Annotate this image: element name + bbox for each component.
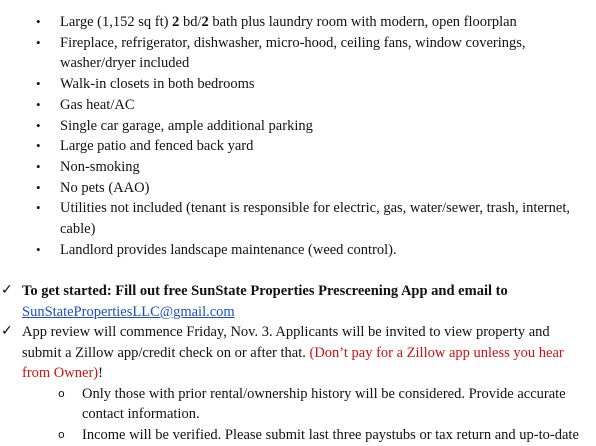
bullet-icon: • [36,179,41,195]
feature-text: Single car garage, ample additional parking [60,117,313,134]
bullet-icon: • [36,34,41,50]
bullet-icon: • [36,14,41,29]
feature-text: No pets (AAO) [60,179,150,196]
feature-text: Walk-in closets in both bedrooms [60,76,255,93]
feature-text: Large patio and fenced back yard [60,138,254,155]
checkmark-icon: ✓ [1,324,13,339]
email-link[interactable]: SunStatePropertiesLLC@gmail.com [22,303,235,320]
feature-text: Fireplace, refrigerator, dishwasher, micro-hood, ceiling fans, window coverings, washer/dryer included [60,34,526,72]
feature-item [0,33,596,74]
sub-item-text: Only those with prior rental/ownership history will be considered. Provide accurate contact information. [82,385,566,422]
sub-item-history [0,384,596,425]
bullet-icon: • [36,200,41,216]
feature-item [0,116,596,137]
review-item [0,322,596,384]
circle-bullet-icon: o [58,427,65,441]
bullet-icon: • [36,117,41,133]
review-text: App review will commence Friday, Nov. 3. Applicants will be invited to view property and submit a Zillow app/credit check on or after that. [22,324,550,361]
feature-item [0,95,596,116]
feature-text: Landlord provides landscape maintenance (weed control). [60,241,397,258]
feature-item [0,198,596,239]
bullet-icon: • [36,158,41,174]
feature-text: Gas heat/AC [60,96,135,113]
sub-item-income [0,425,596,446]
bullet-icon: • [36,241,41,257]
feature-list [0,12,596,260]
get-started-item [0,281,596,322]
bullet-icon: • [36,138,41,154]
zillow-warning: (Don’t pay for a Zillow app unless you hear from Owner) [22,344,564,381]
bullet-icon: • [36,76,41,92]
feature-item [0,12,596,33]
feature-item [0,136,596,157]
feature-text: Non-smoking [60,158,140,175]
feature-text: 2 [201,14,209,30]
review-end: ! [98,365,103,381]
get-started-text: To get started: Fill out free SunState Properties Prescreening App and email to [22,283,508,299]
feature-item [0,240,596,261]
feature-item [0,157,596,178]
feature-text: bd/ [179,14,202,30]
bullet-icon: • [36,96,41,112]
feature-text: 2 [172,14,180,30]
circle-bullet-icon: o [58,386,65,400]
feature-item [0,74,596,95]
instructions-list [0,281,596,445]
feature-text: bath plus laundry room with modern, open floorplan [208,14,517,30]
checkmark-icon: ✓ [1,283,13,298]
sub-item-text: Income will be verified. Please submit last three paystubs or tax return and up-to-date [82,426,579,443]
review-subitems [0,384,596,446]
feature-item [0,178,596,199]
feature-text: Large (1,152 sq ft) [60,14,173,30]
feature-text: Utilities not included (tenant is responsible for electric, gas, water/sewer, trash, internet, cable) [60,200,570,238]
